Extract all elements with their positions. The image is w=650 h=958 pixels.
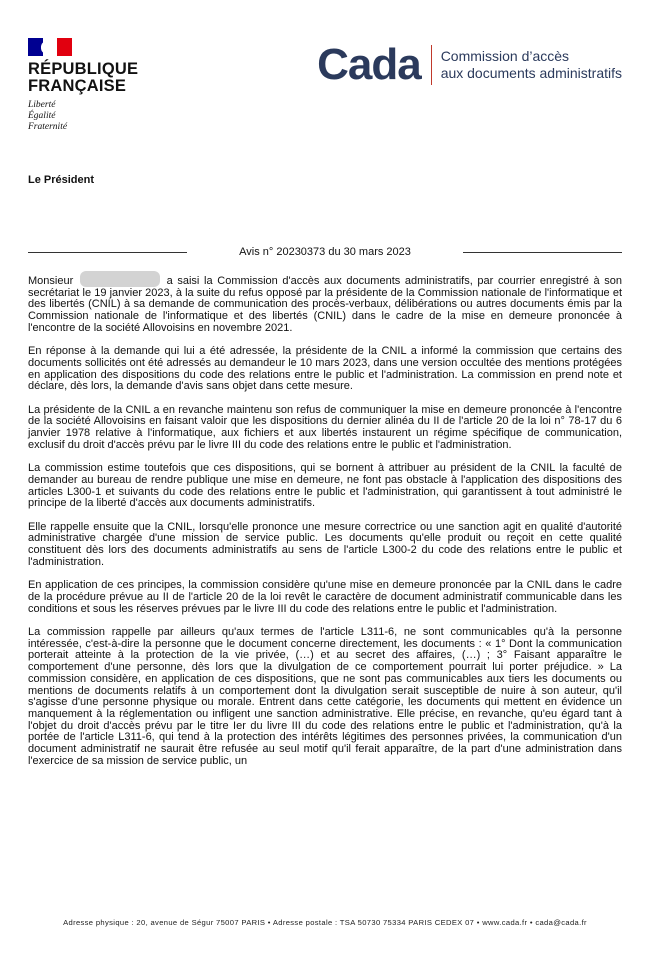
paragraph-6: En application de ces principes, la commission considère qu'une mise en demeure prononcée par la CNIL dans le cadre de la procédure prévue au II de l'article 20 de la loi revêt le caractère de document administratif communicable dans les conditions et sous les réserves prévues par le livre III du code des relations entre le public et l'administration. [28, 579, 622, 615]
avis-rule-left [28, 252, 187, 253]
president-heading: Le Président [28, 174, 95, 186]
republic-motto: Liberté Égalité Fraternité [28, 100, 68, 132]
redacted-name [80, 271, 160, 287]
paragraph-1: Monsieur a saisi la Commission d'accès aux documents administratifs, par courrier enregistré à son secrétariat le 19 janvier 2023, à la suite du refus opposé par la présidente de la Commission nationale de l'informatique et des libertés (CNIL) à sa demande de communication des procès-verbaux, délibérations ou autres documents émis par la Commission nationale de l'informatique et des libertés (CNIL) dans le cadre de la mise en demeure prononcée à l'encontre de la société Allovoisins en novembre 2021. [28, 271, 622, 335]
paragraph-3: La présidente de la CNIL a en revanche maintenu son refus de communiquer la mise en demeure prononcée à l'encontre de la société Allovoisins en faisant valoir que les dispositions du dernier alinéa du II de l'article 20 de la loi n° 78-17 du 6 janvier 1978 relative à l'informatique, aux fichiers et aux libertés instaurent un régime spécifique de communication, exclusif du droit d'accès prévu par le livre III du code des relations entre le public et l'administration. [28, 403, 622, 451]
page-footer: Adresse physique : 20, avenue de Ségur 75007 PARIS • Adresse postale : TSA 50730 75334 PARIS CEDEX 07 • www.cada.fr • cada@cada.fr [63, 918, 587, 927]
avis-body [28, 271, 622, 779]
cada-logo-name: Commission d’accès aux documents administratifs [440, 48, 622, 81]
paragraph-7: La commission rappelle par ailleurs qu'aux termes de l'article L311-6, ne sont communicables qu'à la personne intéressée, c'est-à-dire la personne que le document concerne directement, les documents : « 1° Dont la communication porterait atteinte à la protection de la vie privée, (…) et au secret des affaires, (…) ; 3° Faisant apparaître le comportement d'une personne, dès lors que la divulgation de ce comportement pourrait lui porter préjudice. » La commission considère, en application de ces dispositions, que ne sont pas communicables aux tiers les documents ou mentions de documents relatifs à un comportement dont la divulgation serait susceptible de nuire à son auteur, qu'il s'agisse d'une personne physique ou morale. Entrent dans cette catégorie, les documents qui mettent en évidence un manquement à la réglementation ou infligent une sanction administrative. Elle précise, en revanche, qu'eu égard tant à l'objet du droit d'accès prévu par le titre Ier du livre III du code des relations entre le public et l'administration, qu'à la portée de l'article L311-6, qui tend à la protection des intérêts légitimes des personnes privées, la communication d'un document administratif ne saurait être refusée au seul motif qu'il ferait apparaître, de la part d'une administration dans l'exercice de sa mission de service public, un [28, 626, 622, 767]
cada-logo-wordmark: Cada [317, 40, 421, 89]
cada-logo-divider [431, 45, 432, 85]
avis-rule-right [463, 252, 622, 253]
republique-francaise-logo [28, 38, 138, 133]
paragraph-5: Elle rappelle ensuite que la CNIL, lorsqu'elle prononce une mesure correctrice ou une sanction agit en qualité d'autorité administrative chargée d'une mission de service public. Les documents qu'elle produit ou reçoit en cette qualité constituent dès lors des documents administratifs au sens de l'article L300-2 du code des relations entre le public et l'administration. [28, 520, 622, 568]
republique-francaise-title: RÉPUBLIQUE FRANÇAISE [28, 60, 139, 95]
paragraph-4: La commission estime toutefois que ces dispositions, qui se bornent à attribuer au président de la CNIL la faculté de demander au bureau de rendre publique une mise en demeure, ne font pas obstacle à l'application des dispositions des articles L300-1 et suivants du code des relations entre le public et l'administration, qui garantissent à tout administré le principe de la liberté d'accès aux documents administratifs. [28, 462, 622, 510]
paragraph-2: En réponse à la demande qui lui a été adressée, la présidente de la CNIL a informé la commission que certains des documents sollicités ont été adressés au demandeur le 10 mars 2023, dans une version occultée des mentions protégées en application des dispositions du code des relations entre le public et l'administration. La commission en prend note et déclare, dès lors, la demande d'avis sans objet dans cette mesure. [28, 345, 622, 393]
avis-title: Avis n° 20230373 du 30 mars 2023 [239, 246, 411, 258]
avis-header [28, 244, 622, 260]
marianne-flag-icon [28, 38, 72, 56]
cada-logo [317, 40, 622, 90]
